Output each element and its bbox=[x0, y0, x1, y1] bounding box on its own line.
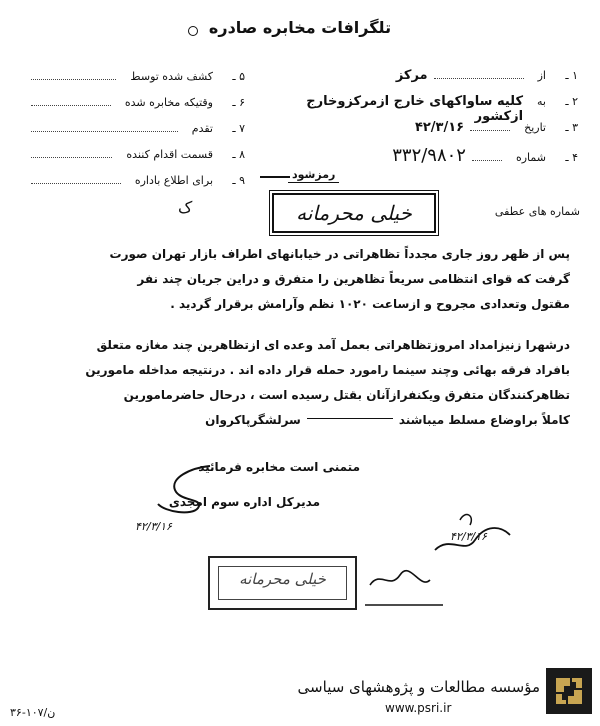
field-number: ۴ ـ bbox=[565, 151, 578, 164]
logo-icon bbox=[546, 668, 592, 714]
field-value: مرکز bbox=[395, 68, 428, 83]
dotted-line bbox=[470, 130, 510, 131]
handwritten-mark-icon bbox=[365, 560, 435, 600]
field-number: ۸ ـ bbox=[232, 148, 245, 161]
reference-mark: ک bbox=[178, 198, 193, 217]
paragraph-line: بافراد فرقه بهائی وچند سینما رامورد حمله قرار داده اند . درنتیجه مداخله مامورین bbox=[85, 363, 570, 377]
signature-scribble-icon bbox=[150, 458, 220, 518]
field-label: به bbox=[537, 95, 546, 108]
header-field-number bbox=[278, 145, 578, 166]
dash-line bbox=[307, 418, 393, 419]
field-number: ۹ ـ bbox=[232, 174, 245, 187]
request-line: متمنی است مخابره فرمائید bbox=[198, 460, 360, 474]
website-url: www.psri.ir bbox=[385, 701, 452, 715]
field-label: از bbox=[537, 69, 546, 82]
dotted-line bbox=[472, 160, 502, 161]
dotted-line bbox=[31, 79, 116, 80]
header-field-action-unit bbox=[25, 148, 245, 161]
header-field-from bbox=[278, 68, 578, 83]
dotted-line bbox=[31, 105, 111, 106]
field-number: ۱ ـ bbox=[565, 69, 578, 82]
field-number: ۲ ـ bbox=[565, 95, 578, 108]
underline bbox=[260, 176, 290, 178]
field-value: ۳۳۲/۹۸۰۲ bbox=[392, 145, 466, 166]
document-title: تلگرافات مخابره صادره bbox=[208, 18, 392, 37]
header-field-date bbox=[278, 120, 578, 135]
reference-numbers-label: شماره های عطفی bbox=[494, 205, 580, 218]
bottom-secret-stamp bbox=[208, 556, 357, 610]
dotted-line bbox=[31, 157, 112, 158]
paragraph-line: پس از ظهر روز جاری مجدداً تظاهراتی در خیابانهای اطراف بازار تهران صورت bbox=[109, 247, 570, 261]
secret-stamp: خیلی محرمانه bbox=[272, 193, 436, 233]
field-label: شماره bbox=[515, 151, 546, 164]
paragraph-1 bbox=[40, 242, 570, 317]
header-field-decoded-by bbox=[25, 70, 245, 83]
paragraph-line: مقتول وتعدادی مجروح و ازساعت ۱۰۲۰ نظم وآرامش برقرار گردید . bbox=[170, 297, 570, 311]
paragraph-2 bbox=[40, 333, 570, 433]
field-label: تقدم bbox=[191, 122, 213, 135]
dotted-line bbox=[31, 183, 121, 184]
header-field-priority bbox=[25, 122, 245, 135]
ciphered-label: رمزشود bbox=[288, 168, 339, 183]
sender-name: سرلشگرپاکروان bbox=[205, 413, 301, 427]
field-number: ۶ ـ bbox=[232, 96, 245, 109]
date-scrawl: ۴۲/۳/۱۶ bbox=[135, 520, 172, 533]
closing-text: کاملاً براوضاع مسلط میباشند bbox=[398, 413, 570, 427]
field-number: ۷ ـ bbox=[232, 122, 245, 135]
field-label: قسمت اقدام کننده bbox=[126, 148, 213, 161]
date-scrawl: ۴۲/۳/۱۶ bbox=[450, 530, 487, 543]
paragraph-line: گرفت که قوای انتظامی سریعاً تظاهرین را متفرق و دراین جریان چند نفر bbox=[137, 272, 570, 286]
document-code: ن/۱۰۷-۳۶ bbox=[10, 706, 56, 719]
paragraph-line-closing bbox=[40, 408, 570, 433]
header-field-info-office bbox=[25, 174, 245, 187]
field-label: برای اطلاع باداره bbox=[134, 174, 213, 187]
director-line: مدیرکل اداره سوم امجدی bbox=[168, 495, 320, 509]
dotted-line bbox=[31, 131, 178, 132]
paragraph-line: درشهرا زنیزامداد امروزتظاهراتی بعمل آمد وعده ای ازتظاهرین چند مغازه متعلق bbox=[96, 338, 570, 352]
field-label: وقتیکه مخابره شده bbox=[124, 96, 213, 109]
field-label: تاریخ bbox=[524, 121, 546, 134]
field-value: کلیه ساواکهای خارج ازمرکزوخارج ازکشور bbox=[306, 94, 524, 124]
handwritten-line-icon bbox=[365, 595, 445, 615]
paragraph-line: تظاهرکنندگان متفرق ویکنفرازآنان بقتل رسیده است ، درحال حاضرمامورین bbox=[123, 388, 570, 402]
organization-name: مؤسسه مطالعات و پژوهشهای سیاسی bbox=[297, 678, 540, 696]
field-value: ۴۲/۳/۱۶ bbox=[414, 120, 465, 135]
field-number: ۳ ـ bbox=[565, 121, 578, 134]
dotted-line bbox=[434, 78, 524, 79]
field-label: کشف شده توسط bbox=[130, 70, 213, 83]
circle-mark-icon bbox=[188, 26, 198, 36]
stamp-text: خیلی محرمانه bbox=[239, 570, 326, 588]
psri-logo bbox=[546, 668, 592, 714]
field-number: ۵ ـ bbox=[232, 70, 245, 83]
header-field-sent-time bbox=[25, 96, 245, 109]
